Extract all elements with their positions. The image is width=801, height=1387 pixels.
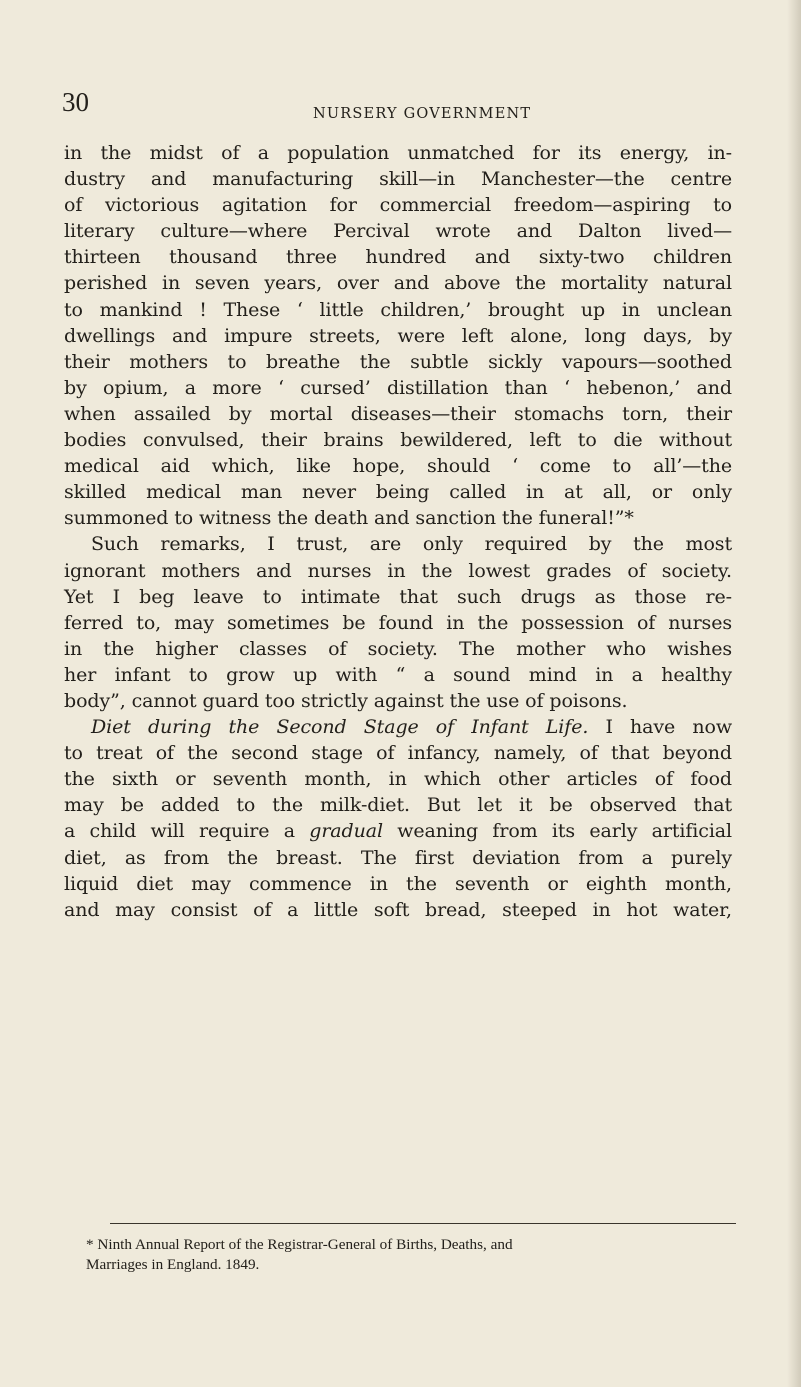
text-line: body”, cannot guard too strictly against the use of poisons. [64, 689, 628, 712]
text-line: Yet I beg leave to intimate that such drugs as those re- [64, 585, 732, 608]
emphasis: gradual [309, 820, 383, 843]
footnote [86, 1235, 736, 1275]
text-line: in the higher classes of society. The mother who wishes [64, 637, 732, 660]
section-heading-line [64, 714, 732, 740]
text-line: skilled medical man never being called in at all, or only [64, 481, 732, 504]
footnote-line: * Ninth Annual Report of the Registrar-General of Births, Deaths, and [86, 1236, 513, 1253]
text-line: bodies convulsed, their brains bewildered, left to die without [64, 429, 732, 452]
text-line: diet, as from the breast. The first deviation from a purely [64, 846, 732, 869]
section-heading: Diet during the Second Stage of Infant Life. [91, 716, 589, 739]
page-edge-shadow [787, 0, 801, 1387]
text-line: may be added to the milk-diet. But let it be observed that [64, 794, 732, 817]
text-line: medical aid which, like hope, should ‘ come to all’—the [64, 455, 732, 478]
text-line: literary culture—where Percival wrote and Dalton lived— [64, 220, 732, 243]
text-line: dwellings and impure streets, were left alone, long days, by [64, 324, 732, 347]
page-number: 30 [62, 87, 89, 117]
text-run: a child will require a [64, 820, 310, 843]
text-line: liquid diet may commence in the seventh or eighth month, [64, 872, 732, 895]
body-text [64, 140, 732, 923]
text-line [64, 818, 732, 844]
text-line: ferred to, may sometimes be found in the possession of nurses [64, 611, 732, 634]
footnote-rule [110, 1223, 736, 1224]
text-line: ignorant mothers and nurses in the lowest grades of society. [64, 559, 732, 582]
page-header [0, 86, 801, 126]
text-run: I have now [588, 716, 732, 739]
paragraph-start-line: Such remarks, I trust, are only required by the most [91, 533, 732, 556]
text-line: summoned to witness the death and sanction the funeral!”* [64, 507, 634, 530]
text-line: perished in seven years, over and above the mortality natural [64, 272, 732, 295]
text-line: dustry and manufacturing skill—in Manchester—the centre [64, 168, 732, 191]
text-line: the sixth or seventh month, in which other articles of food [64, 768, 732, 791]
text-line: and may consist of a little soft bread, steeped in hot water, [64, 898, 732, 921]
footnote-line: Marriages in England. 1849. [86, 1256, 260, 1273]
text-line: by opium, a more ‘ cursed’ distillation than ‘ hebenon,’ and [64, 376, 732, 399]
text-line: thirteen thousand three hundred and sixty-two children [64, 246, 732, 269]
text-line: their mothers to breathe the subtle sickly vapours—soothed [64, 350, 732, 373]
text-line: of victorious agitation for commercial freedom—aspiring to [64, 194, 732, 217]
text-run: weaning from its early artificial [382, 820, 733, 843]
text-line: her infant to grow up with “ a sound mind in a healthy [64, 663, 732, 686]
text-line: when assailed by mortal diseases—their stomachs torn, their [64, 402, 732, 425]
text-line: in the midst of a population unmatched for its energy, in- [64, 142, 732, 164]
text-line: to mankind ! These ‘ little children,’ brought up in unclean [64, 298, 732, 321]
text-line: to treat of the second stage of infancy, namely, of that beyond [64, 742, 732, 765]
running-head: NURSERY GOVERNMENT [313, 106, 532, 122]
